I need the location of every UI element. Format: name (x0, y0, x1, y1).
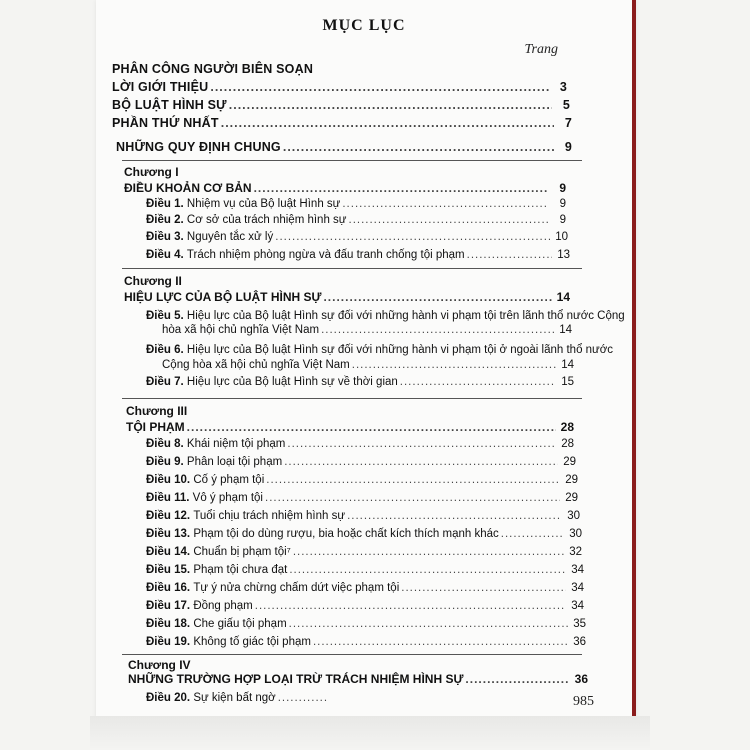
chapter-title: ĐIỀU KHOẢN CƠ BẢN ..... 9 (124, 181, 566, 197)
chapter-divider (122, 268, 582, 269)
toc-entry-front: PHẦN THỨ NHẤT ..... 7 (112, 116, 572, 132)
chapter-divider (122, 160, 582, 161)
chapter-number: Chương IV (128, 658, 191, 672)
toc-article: Điều 10. Cố ý phạm tội ..... 29 (146, 474, 578, 490)
toc-entry-front: PHÂN CÔNG NGƯỜI BIÊN SOẠN (112, 62, 314, 76)
chapter-number: Chương II (124, 274, 182, 288)
toc-article: Điều 17. Đồng phạm ..... 34 (146, 600, 584, 616)
toc-article-continued: hòa xã hội chủ nghĩa Việt Nam ..... 14 (162, 324, 572, 340)
chapter-divider (122, 654, 582, 655)
chapter-number: Chương I (124, 165, 179, 179)
toc-article: Điều 15. Phạm tội chưa đạt ..... 34 (146, 564, 584, 580)
page-number: 985 (573, 694, 594, 709)
chapter-number: Chương III (126, 404, 188, 418)
toc-article: Điều 1. Nhiệm vụ của Bộ luật Hình sự ..... 9 (146, 198, 566, 214)
toc-article: Điều 12. Tuổi chịu trách nhiệm hình sự ..... 30 (146, 510, 580, 526)
toc-article-continued: Cộng hòa xã hội chủ nghĩa Việt Nam ..... 14 (162, 359, 574, 375)
toc-article: Điều 5. Hiệu lực của Bộ luật Hình sự đối với những hành vi phạm tội trên lãnh thổ nước Cộng (146, 310, 625, 322)
book-cover-edge (632, 0, 636, 720)
toc-article: Điều 6. Hiệu lực của Bộ luật Hình sự đối với những hành vi phạm tội ở ngoài lãnh thổ nước (146, 344, 614, 356)
toc-article: Điều 20. Sự kiện bất ngờ ..... (146, 692, 346, 708)
toc-article: Điều 11. Vô ý phạm tội ..... 29 (146, 492, 578, 508)
toc-article: Điều 4. Trách nhiệm phòng ngừa và đấu tranh chống tội phạm ..... 13 (146, 249, 570, 265)
toc-article: Điều 13. Phạm tội do dùng rượu, bia hoặc chất kích thích mạnh khác ..... 30 (146, 528, 582, 544)
chapter-divider (122, 398, 582, 399)
toc-entry-front: LỜI GIỚI THIỆU ..... 3 (112, 80, 567, 96)
chapter-title: TỘI PHẠM ..... 28 (126, 420, 574, 436)
toc-article: Điều 9. Phân loại tội phạm ..... 29 (146, 456, 576, 472)
toc-article: Điều 2. Cơ sở của trách nhiệm hình sự ..... 9 (146, 214, 566, 230)
chapter-title: HIỆU LỰC CỦA BỘ LUẬT HÌNH SỰ ..... 14 (124, 290, 570, 306)
page-column-label: Trang (524, 42, 558, 57)
toc-entry-front: BỘ LUẬT HÌNH SỰ ..... 5 (112, 98, 570, 114)
toc-article: Điều 8. Khái niệm tội phạm ..... 28 (146, 438, 574, 454)
toc-article: Điều 19. Không tố giác tội phạm ..... 36 (146, 636, 586, 652)
book-page (96, 0, 632, 720)
toc-entry-front: NHỮNG QUY ĐỊNH CHUNG ..... 9 (116, 140, 572, 156)
page-title: MỤC LỤC (322, 17, 406, 34)
toc-article: Điều 7. Hiệu lực của Bộ luật Hình sự về thời gian ..... 15 (146, 376, 574, 392)
toc-article: Điều 3. Nguyên tắc xử lý ..... 10 (146, 231, 568, 247)
toc-article: Điều 16. Tự ý nửa chừng chấm dứt việc phạm tội ..... 34 (146, 582, 584, 598)
toc-article: Điều 18. Che giấu tội phạm ..... 35 (146, 618, 586, 634)
page-shadow (90, 716, 650, 750)
chapter-title: NHỮNG TRƯỜNG HỢP LOẠI TRỪ TRÁCH NHIỆM HÌNH SỰ ..... 36 (128, 672, 588, 688)
toc-article: Điều 14. Chuẩn bị phạm tội⁷ ..... 32 (146, 546, 582, 562)
